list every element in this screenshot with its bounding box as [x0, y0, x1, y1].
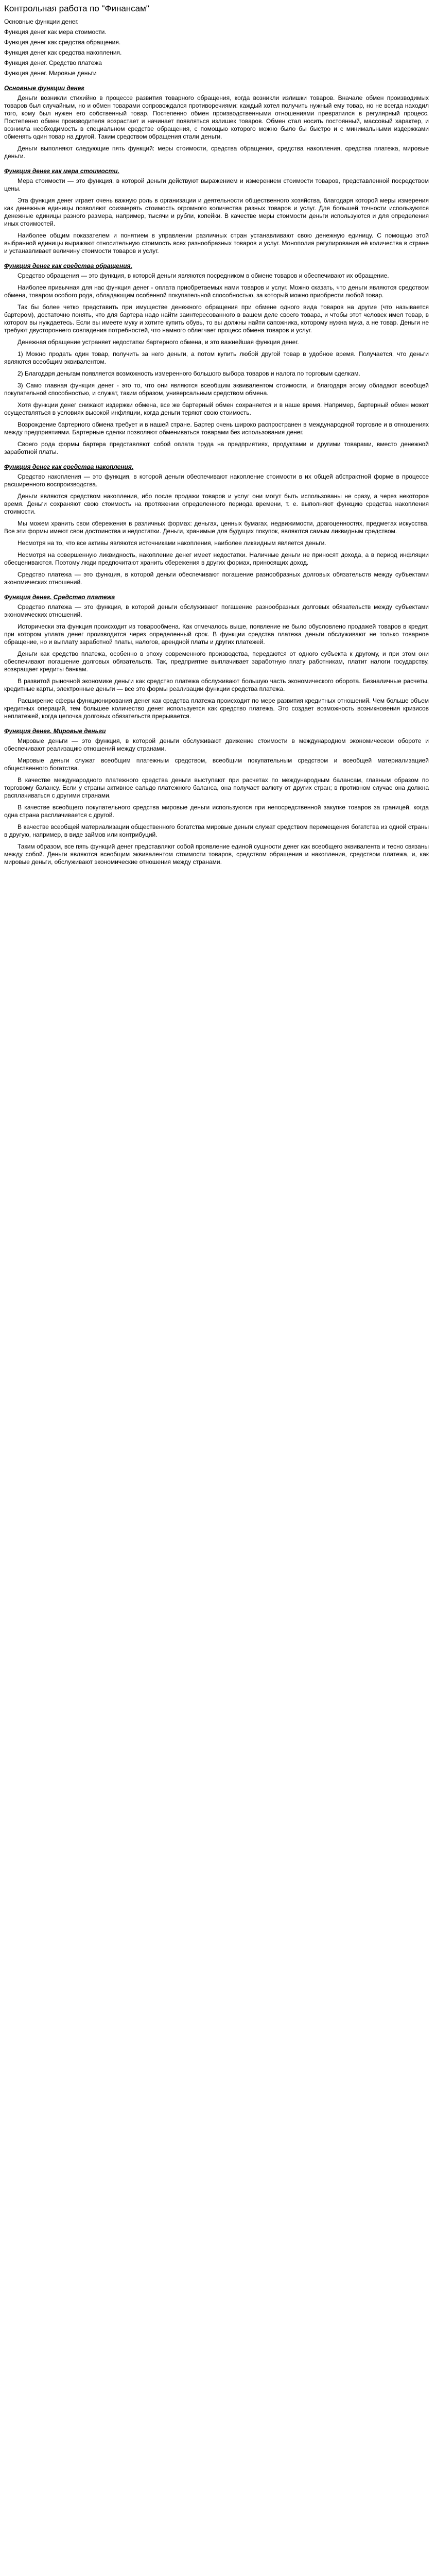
toc-item: Функция денег. Средство платежа	[4, 59, 102, 66]
paragraph: Деньги возникли стихийно в процессе развития товарного обращения, когда возникли излишки товаров. Вначале обмен производимых товаров был случайным, но и обмен товарами сопровождался противоречиями: каждый хотел получить нужный ему товар, но не всегда находил того, кому был нужен его собственный товар. Постепенно обмен производственными отношениями превратился в регулярный процесс. Постепенно обмен производителя возрастает и начинает появляться излишек товаров. Обмен стал носить постоянный, массовый характер, и возникла необходимость в специальном средстве обращения, с помощью которого можно было бы быстро и с минимальными издержками обменять один товар на другой. Таким средством обращения стали деньги.	[4, 94, 429, 140]
page-title: Контрольная работа по "Финансам"	[4, 4, 149, 13]
paragraph: Средство платежа — это функция, в которой деньги обеспечивают погашение разнообразных долговых обязательств между субъектами экономических отношений.	[4, 571, 429, 586]
paragraph: В развитой рыночной экономике деньги как средство платежа обслуживают большую часть экономического оборота. Безналичные расчеты, кредитные карты, электронные деньги — все это формы реализации функции средства платежа.	[4, 677, 429, 692]
section	[4, 84, 429, 160]
section-heading: Функция денег как средства обращения.	[4, 262, 132, 269]
table-of-contents	[4, 18, 429, 77]
paragraph: Таким образом, все пять функций денег представляют собой проявление единой сущности денег как всеобщего эквивалента и тесно связаны между собой. Деньги являются всеобщим эквивалентом стоимости товаров, средством обращения и накопления, средством платежа, и, как мировые деньги, обслуживают экономические отношения между странами.	[4, 843, 429, 866]
paragraph: Средство накопления — это функция, в которой деньги обеспечивают накопление стоимости в их общей абстрактной форме в процессе расширенного воспроизводства.	[4, 473, 429, 488]
section	[4, 262, 429, 456]
section-heading: Функция денег как мера стоимости.	[4, 167, 119, 175]
section-heading: Функция денег как средства накопления.	[4, 463, 134, 470]
section	[4, 594, 429, 720]
section	[4, 727, 429, 866]
paragraph: В качестве всеобщей материализации общественного богатства мировые деньги служат средством перемещения богатства из одной страны в другую, например, в виде займов или контрибуций.	[4, 823, 429, 838]
paragraph: Исторически эта функция происходит из товарообмена. Как отмечалось выше, появление не было обусловлено продажей товаров в кредит, при котором уплата денег производится через определенный срок. В функции средства платежа деньги обслуживают не только товарное обращение, но и выплату заработной платы, налогов, арендной платы и других платежей.	[4, 623, 429, 646]
paragraph: Деньги являются средством накопления, ибо после продажи товаров и услуг они могут быть использованы не сразу, а через некоторое время. Деньги сохраняют свою стоимость на протяжении определенного периода времени, т. е. выполняют функцию средства накопления стоимости.	[4, 493, 429, 515]
toc-item: Функция денег как средства обращения.	[4, 39, 121, 46]
paragraph: 1) Можно продать один товар, получить за него деньги, а потом купить любой другой товар в удобное время. Получается, что деньги являются всеобщим эквивалентом.	[4, 350, 429, 365]
toc-item: Функция денег как мера стоимости.	[4, 28, 107, 36]
toc-item: Основные функции денег.	[4, 18, 79, 25]
section	[4, 463, 429, 586]
paragraph: Деньги выполняют следующие пять функций: меры стоимости, средства обращения, средства накопления, средства платежа, мировые деньги.	[4, 145, 429, 160]
paragraph: 2) Благодаря деньгам появляется возможность измеренного большого выбора товаров и налога по торговым сделкам.	[18, 370, 360, 377]
paragraph: Наиболее общим показателем и понятием в управлении различных стран устанавливают свою денежную единицу. С помощью этой выбранной единицы выражают относительную стоимость всех разнообразных товаров и услуг. Монополия регулирования её количества в стране и устанавливает величину стоимости товаров и услуг.	[4, 232, 429, 255]
section-heading: Функция денег. Средство платежа	[4, 594, 115, 601]
paragraph: Своего рода формы бартера представляют собой оплата труда на предприятиях, продуктами и другими товарами, вместо денежной заработной платы.	[4, 440, 429, 455]
document-body	[4, 84, 429, 866]
paragraph: Мы можем хранить свои сбережения в различных формах: деньгах, ценных бумагах, недвижимости, драгоценностях, предметах искусства. Все эти формы имеют свои достоинства и недостатки. Деньги, хранимые для будущих покупок, являются самым ликвидным средством.	[4, 520, 429, 535]
paragraph: Возрождение бартерного обмена требует и в нашей стране. Бартер очень широко распространен в международной торговле и в отношениях между предприятиями. Бартерные сделки позволяют обмениваться товарами без использования денег.	[4, 421, 429, 436]
paragraph: Денежная обращение устраняет недостатки бартерного обмена, и это важнейшая функция денег.	[18, 338, 299, 346]
section-heading: Функция денег. Мировые деньги	[4, 727, 106, 735]
paragraph: Так бы более четко представить при имуществе денежного обращения при обмене одного вида товаров на другие (что называется бартером), достаточно понять, что для бартера надо найти заинтересованного в вашем деле своего товара, и чтобы этот человек имел товар, в котором вы нуждаетесь. Если вы имеете муку и хотите купить обувь, то вы должны найти сапожника, которому нужна мука, а не товар. Деньги не требуют двустороннего совпадения потребностей, что намного облегчает процесс обмена товаров и услуг.	[4, 303, 429, 334]
toc-item: Функция денег. Мировые деньги	[4, 70, 97, 77]
section-heading: Основные функции денег	[4, 84, 84, 92]
paragraph: В качестве международного платежного средства деньги выступают при расчетах по международным балансам, главным образом по торговому балансу. Если у страны активное сальдо платежного баланса, она получает валюту от других стран; в противном случае она должна расплачиваться с другими странами.	[4, 776, 429, 799]
paragraph: Средство обращения — это функция, в которой деньги являются посредником в обмене товаров и обеспечивают их обращение.	[18, 272, 389, 279]
paragraph: Хотя функции денег снижают издержки обмена, все же бартерный обмен сохраняется и в наше время. Например, бартерный обмен может осуществляться в условиях высокой инфляции, когда деньги теряют свою стоимость.	[4, 401, 429, 416]
paragraph: Мировые деньги — это функция, в которой деньги обслуживают движение стоимости в международном экономическом обороте и обеспечивают реализацию отношений между странами.	[4, 737, 429, 752]
paragraph: 3) Само главная функция денег - это то, что они являются всеобщим эквивалентом стоимости, и благодаря этому обладают всеобщей покупательной способностью, и служат, таким образом, универсальным средством обмена.	[4, 382, 429, 397]
paragraph: Несмотря на совершенную ликвидность, накопление денег имеет недостатки. Наличные деньги не приносят дохода, а в период инфляции обесцениваются. Поэтому люди предпочитают хранить сбережения в других формах, приносящих доход.	[4, 551, 429, 566]
paragraph: Средство платежа — это функция, в которой деньги обслуживают погашение разнообразных долговых обязательств между субъектами экономических отношений.	[4, 603, 429, 618]
paragraph: Несмотря на то, что все активы являются источниками накопления, наиболее ликвидным является деньги.	[18, 539, 326, 547]
paragraph: Эта функция денег играет очень важную роль в организации и деятельности общественного хозяйства, благодаря которой меры измерения как денежные единицы позволяют соизмерять стоимость огромного количества разных товаров и услуг. Для большей точности используются денежные единицы разного размера, например, тысячи и рубли, копейки. В качестве меры стоимости деньги используются и для определения иных стоимостей.	[4, 197, 429, 227]
paragraph: Мировые деньги служат всеобщим платежным средством, всеобщим покупательным средством и всеобщей материализацией общественного богатства.	[4, 757, 429, 772]
paragraph: Расширение сферы функционирования денег как средства платежа происходит по мере развития кредитных отношений. Чем больше объем кредитных операций, тем большее количество денег используется как средство платежа. Это создает возможность возникновения кризисов неплатежей, когда цепочка долговых обязательств прерывается.	[4, 697, 429, 720]
section	[4, 167, 429, 255]
paragraph: Мера стоимости — это функция, в которой деньги действуют выражением и измерением стоимости товаров, представленной посредством цены.	[4, 177, 429, 192]
paragraph: Деньги как средство платежа, особенно в эпоху современного производства, передаются от одного субъекта к другому, и при этом они обеспечивают погашение долговых обязательств. Так, предприятие выплачивает заработную плату работникам, платит налоги государству, возвращает кредиты банкам.	[4, 650, 429, 673]
paragraph: В качестве всеобщего покупательного средства мировые деньги используются при непосредственной закупке товаров за границей, когда одна страна расплачивается с другой.	[4, 804, 429, 819]
toc-item: Функция денег как средства накопления.	[4, 49, 122, 56]
paragraph: Наиболее привычная для нас функция денег - оплата приобретаемых нами товаров и услуг. Можно сказать, что деньги являются средством обмена, товаром особого рода, обладающим особенной покупательной способностью, за который можно приобрести любой товар.	[4, 284, 429, 299]
